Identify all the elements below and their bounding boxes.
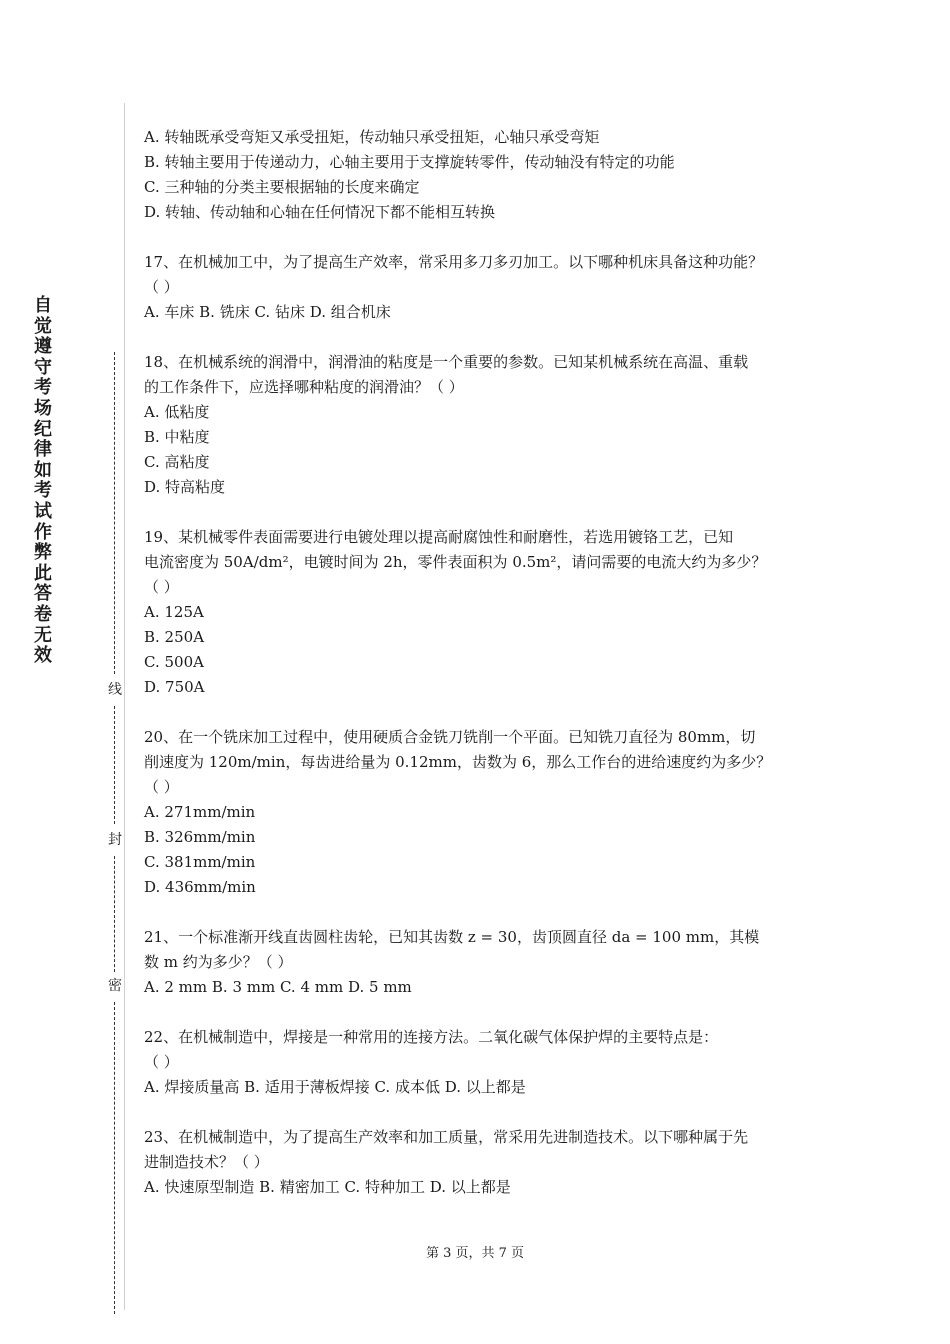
warning-char: 自	[34, 295, 52, 316]
question-spacer	[144, 500, 820, 525]
warning-char: 守	[34, 356, 52, 378]
question-block	[144, 1125, 820, 1200]
question-line: 22、在机械制造中，焊接是一种常用的连接方法。二氧化碳气体保护焊的主要特点是：	[144, 1028, 719, 1046]
warning-char: 弊	[34, 542, 52, 564]
question-line: C. 高粘度	[144, 453, 210, 471]
question-line: 18、在机械系统的润滑中，润滑油的粘度是一个重要的参数。已知某机械系统在高温、重载	[144, 353, 749, 371]
seal-label-secret: 密	[108, 978, 122, 994]
question-line: 17、在机械加工中，为了提高生产效率，常采用多刀多刃加工。以下哪种机床具备这种功能？	[144, 253, 764, 271]
question-block	[144, 250, 820, 325]
question-line: 23、在机械制造中，为了提高生产效率和加工质量，常采用先进制造技术。以下哪种属于先	[144, 1128, 749, 1146]
warning-char: 试	[34, 500, 52, 522]
warning-char: 遵	[34, 336, 52, 358]
question-line: A. 2 mm B. 3 mm C. 4 mm D. 5 mm	[144, 978, 412, 996]
question-line: B. 250A	[144, 628, 205, 646]
question-line: A. 焊接质量高 B. 适用于薄板焊接 C. 成本低 D. 以上都是	[144, 1078, 526, 1096]
question-line: A. 271mm/min	[144, 803, 256, 821]
exam-discipline-warning	[30, 296, 56, 667]
warning-char: 效	[34, 645, 52, 667]
warning-char: 作	[34, 521, 52, 543]
question-line: B. 转轴主要用于传递动力，心轴主要用于支撑旋转零件，传动轴没有特定的功能	[144, 153, 675, 171]
page-footer: 第 3 页，共 7 页	[425, 1246, 525, 1261]
question-spacer	[144, 1000, 820, 1025]
margin-rule	[124, 103, 125, 1310]
question-line: C. 500A	[144, 653, 204, 671]
question-content	[144, 125, 820, 1200]
question-line: A. 车床 B. 铣床 C. 钻床 D. 组合机床	[144, 303, 391, 321]
warning-char: 纪	[34, 418, 52, 440]
seal-label-line: 线	[108, 682, 122, 698]
question-line: A. 125A	[144, 603, 204, 621]
question-line: （ ）	[144, 1053, 179, 1071]
question-block	[144, 525, 820, 700]
seal-line-segment	[114, 706, 115, 824]
question-line: 进制造技术？（ ）	[144, 1153, 269, 1171]
question-block	[144, 925, 820, 1000]
seal-line-segment	[114, 856, 115, 972]
question-line: 19、某机械零件表面需要进行电镀处理以提高耐腐蚀性和耐磨性，若选用镀铬工艺，已知	[144, 528, 734, 546]
question-line: A. 转轴既承受弯矩又承受扭矩，传动轴只承受扭矩，心轴只承受弯矩	[144, 128, 600, 146]
warning-char: 无	[34, 624, 52, 646]
warning-char: 考	[34, 480, 52, 502]
warning-char: 考	[34, 377, 52, 399]
question-line: C. 381mm/min	[144, 853, 256, 871]
question-line: C. 三种轴的分类主要根据轴的长度来确定	[144, 178, 420, 196]
warning-char: 卷	[34, 603, 52, 625]
question-spacer	[144, 700, 820, 725]
question-spacer	[144, 900, 820, 925]
warning-char: 此	[34, 562, 52, 584]
seal-label-seal: 封	[108, 832, 122, 848]
warning-char: 场	[34, 397, 52, 419]
question-line: A. 快速原型制造 B. 精密加工 C. 特种加工 D. 以上都是	[144, 1178, 511, 1196]
warning-char: 律	[34, 439, 52, 461]
question-spacer	[144, 325, 820, 350]
question-line: 电流密度为 50A/dm²，电镀时间为 2h，零件表面积为 0.5m²，请问需要的电流大约为多少？	[144, 553, 767, 571]
question-spacer	[144, 225, 820, 250]
question-line: 数 m 约为多少？（ ）	[144, 953, 293, 971]
question-block	[144, 125, 820, 225]
question-spacer	[144, 1100, 820, 1125]
question-line: （ ）	[144, 778, 179, 796]
question-line: A. 低粘度	[144, 403, 210, 421]
warning-char: 如	[34, 459, 52, 481]
question-block	[144, 1025, 820, 1100]
question-line: 20、在一个铣床加工过程中，使用硬质合金铣刀铣削一个平面。已知铣刀直径为 80mm，切	[144, 728, 756, 746]
question-line: B. 326mm/min	[144, 828, 256, 846]
question-block	[144, 350, 820, 500]
question-line: D. 750A	[144, 678, 205, 696]
question-line: （ ）	[144, 578, 179, 596]
question-line: 21、一个标准渐开线直齿圆柱齿轮，已知其齿数 z = 30，齿顶圆直径 da = 100 mm，其模	[144, 928, 760, 946]
seal-line-segment	[114, 1002, 115, 1314]
question-line: D. 转轴、传动轴和心轴在任何情况下都不能相互转换	[144, 203, 496, 221]
warning-char: 觉	[34, 315, 52, 337]
seal-line-segment	[114, 352, 115, 674]
question-line: D. 特高粘度	[144, 478, 226, 496]
question-line: 削速度为 120m/min，每齿进给量为 0.12mm，齿数为 6，那么工作台的进给速度约为多少？	[144, 753, 772, 771]
warning-char: 答	[34, 583, 52, 605]
question-line: （ ）	[144, 278, 179, 296]
question-line: B. 中粘度	[144, 428, 210, 446]
question-line: 的工作条件下，应选择哪种粘度的润滑油？（ ）	[144, 378, 464, 396]
question-line: D. 436mm/min	[144, 878, 256, 896]
question-block	[144, 725, 820, 900]
